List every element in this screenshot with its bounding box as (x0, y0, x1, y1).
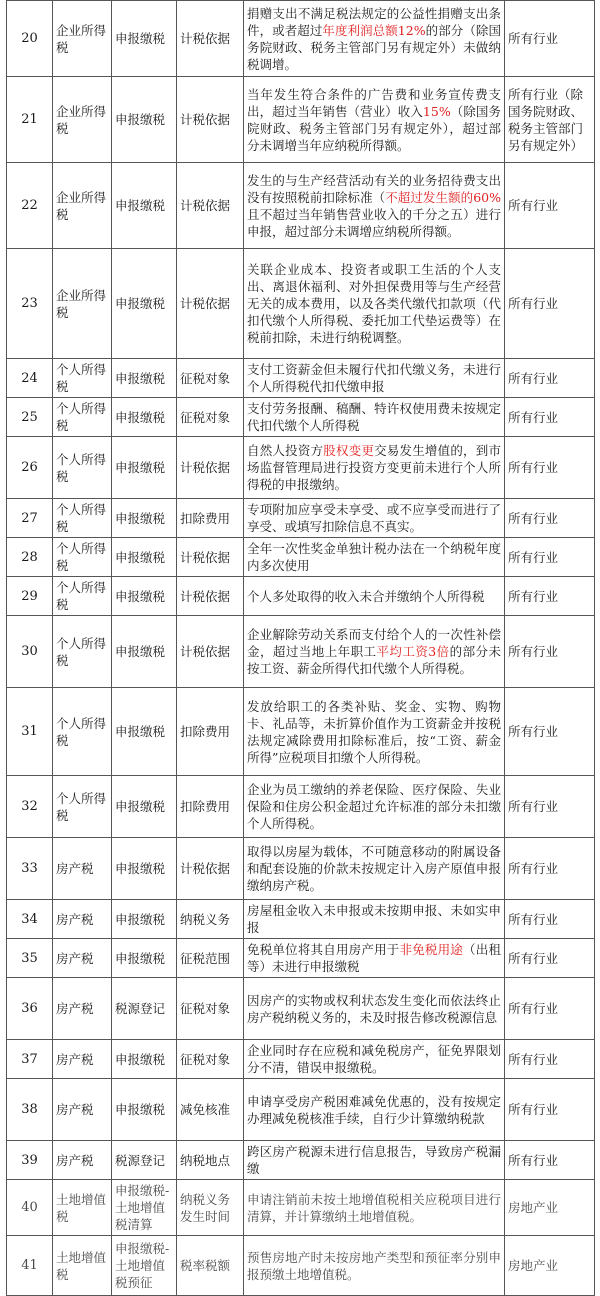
process-link: 申报缴税 (112, 538, 177, 577)
risk-item: 计税依据 (177, 577, 244, 616)
row-number: 36 (7, 978, 53, 1040)
risk-item: 计税依据 (177, 163, 244, 249)
risk-item: 纳税地点 (177, 1141, 244, 1180)
description-text: （出租等）未进行申报缴税 (247, 942, 501, 974)
risk-item: 纳税义务发生时间 (177, 1180, 244, 1236)
row-number: 26 (7, 437, 53, 499)
tax-type: 个人所得税 (53, 398, 112, 437)
tax-type: 企业所得税 (53, 163, 112, 249)
description-text: 捐赠支出不满足税法规定的公益性捐赠支出条件，或者超过 (247, 5, 501, 38)
row-number: 39 (7, 1141, 53, 1180)
applicable-industry: 所有行业 (505, 398, 595, 437)
process-link: 申报缴税 (112, 1, 177, 77)
process-link: 申报缴税 (112, 900, 177, 939)
tax-type: 房产税 (53, 838, 112, 900)
risk-description (244, 1040, 505, 1079)
highlighted-text: 年度利润总额12% (322, 22, 426, 38)
row-number: 40 (7, 1180, 53, 1236)
risk-item: 计税依据 (177, 249, 244, 359)
risk-item: 征税对象 (177, 398, 244, 437)
description-text: 免税单位将其自用房产用于 (247, 942, 400, 957)
description-text: 支付劳务报酬、稿酬、特许权使用费未按规定代扣代缴个人所得税 (247, 401, 501, 433)
tax-type: 个人所得税 (53, 538, 112, 577)
applicable-industry: 所有行业 (505, 577, 595, 616)
table-row (7, 939, 595, 978)
risk-item: 计税依据 (177, 838, 244, 900)
tax-type: 个人所得税 (53, 688, 112, 776)
table-row (7, 249, 595, 359)
risk-item: 税率税额 (177, 1236, 244, 1296)
row-number: 21 (7, 77, 53, 163)
table-row (7, 1, 595, 77)
table-row (7, 1236, 595, 1296)
process-link: 申报缴税 (112, 77, 177, 163)
process-link: 申报缴税 (112, 939, 177, 978)
risk-description (244, 900, 505, 939)
table-row (7, 359, 595, 398)
process-link: 申报缴税-土地增值税清算 (112, 1180, 177, 1236)
risk-description (244, 538, 505, 577)
tax-type: 个人所得税 (53, 577, 112, 616)
table-row (7, 437, 595, 499)
description-text: 全年一次性奖金单独计税办法在一个纳税年度内多次使用 (247, 541, 501, 573)
tax-type: 企业所得税 (53, 249, 112, 359)
applicable-industry: 房地产业 (505, 1236, 595, 1296)
process-link: 申报缴税-土地增值税预征 (112, 1236, 177, 1296)
risk-description (244, 776, 505, 838)
row-number: 28 (7, 538, 53, 577)
tax-type: 房产税 (53, 900, 112, 939)
process-link: 申报缴税 (112, 499, 177, 538)
applicable-industry: 所有行业 (505, 900, 595, 939)
description-text: 房屋租金收入未申报或未按期申报、未如实申报 (247, 903, 501, 935)
applicable-industry: 所有行业 (505, 616, 595, 688)
risk-description (244, 939, 505, 978)
row-number: 38 (7, 1079, 53, 1141)
applicable-industry: 所有行业 (505, 163, 595, 249)
row-number: 24 (7, 359, 53, 398)
tax-type: 个人所得税 (53, 359, 112, 398)
description-text: 个人多处取得的收入未合并缴纳个人所得税 (247, 588, 485, 604)
tax-risk-table (6, 0, 595, 1296)
description-text: 发生的与生产经营活动有关的业务招待费支出没有按照税前扣除标准（ (247, 172, 501, 205)
tax-type: 房产税 (53, 1079, 112, 1141)
risk-description (244, 398, 505, 437)
risk-item: 减免核准 (177, 1079, 244, 1141)
row-number: 41 (7, 1236, 53, 1296)
process-link: 申报缴税 (112, 359, 177, 398)
applicable-industry: 所有行业 (505, 538, 595, 577)
risk-item: 计税依据 (177, 616, 244, 688)
description-text: 支付工资薪金但未履行代扣代缴义务，未进行个人所得税代扣代缴申报 (247, 362, 501, 394)
table-row (7, 398, 595, 437)
risk-item: 纳税义务 (177, 900, 244, 939)
risk-description (244, 978, 505, 1040)
table-row (7, 577, 595, 616)
description-text: 企业为员工缴纳的养老保险、医疗保险、失业保险和住房公积金超过允许标准的部分未扣缴个人所得税。 (247, 782, 501, 831)
table-row (7, 978, 595, 1040)
description-text: 申请注销前未按土地增值税相关应税项目进行清算，并计算缴纳土地增值税。 (247, 1191, 501, 1224)
risk-description (244, 359, 505, 398)
description-text: 取得以房屋为载体，不可随意移动的附属设备和配套设施的价款未按规定计入房产原值申报缴纳房产税。 (247, 844, 501, 893)
description-text: 企业同时存在应税和减免税房产，征免界限划分不清，错误申报缴税。 (247, 1043, 501, 1075)
table-row (7, 616, 595, 688)
applicable-industry: 所有行业 (505, 359, 595, 398)
applicable-industry: 所有行业 (505, 249, 595, 359)
applicable-industry: 所有行业 (505, 1, 595, 77)
process-link: 申报缴税 (112, 688, 177, 776)
tax-type: 房产税 (53, 939, 112, 978)
risk-description (244, 616, 505, 688)
process-link: 申报缴税 (112, 398, 177, 437)
applicable-industry: 所有行业 (505, 978, 595, 1040)
process-link: 申报缴税 (112, 838, 177, 900)
risk-description (244, 437, 505, 499)
highlighted-text: 平均工资3倍 (376, 644, 450, 659)
description-text: 企业解除劳动关系而支付给个人的一次性补偿金，超过当地上年职工 (247, 627, 501, 659)
table-body (7, 1, 595, 1296)
row-number: 27 (7, 499, 53, 538)
risk-description (244, 688, 505, 776)
risk-description (244, 249, 505, 359)
row-number: 31 (7, 688, 53, 776)
tax-type: 土地增值税 (53, 1236, 112, 1296)
applicable-industry: 所有行业 (505, 688, 595, 776)
risk-item: 扣除费用 (177, 688, 244, 776)
description-text: 发放给职工的各类补贴、奖金、实物、购物卡、礼品等，未折算价值作为工资薪金并按税法规定减除费用扣除标准后，按“工资、薪金所得”应税项目扣缴个人所得税。 (247, 698, 501, 765)
tax-type: 个人所得税 (53, 616, 112, 688)
process-link: 申报缴税 (112, 1040, 177, 1079)
process-link: 申报缴税 (112, 577, 177, 616)
table-row (7, 1180, 595, 1236)
process-link: 税源登记 (112, 1141, 177, 1180)
tax-type: 土地增值税 (53, 1180, 112, 1236)
applicable-industry: 所有行业 (505, 776, 595, 838)
description-text: 预售房地产时未按房地产类型和预征率分别申报预缴土地增值税。 (247, 1249, 501, 1282)
applicable-industry: 所有行业 (505, 499, 595, 538)
process-link: 申报缴税 (112, 776, 177, 838)
tax-type: 企业所得税 (53, 77, 112, 163)
row-number: 34 (7, 900, 53, 939)
risk-description (244, 577, 505, 616)
risk-item: 计税依据 (177, 1, 244, 77)
description-text: 交易发生增值的，到市场监督管理局进行投资方变更前未进行个人所得税的申报缴纳。 (247, 443, 501, 492)
risk-item: 计税依据 (177, 538, 244, 577)
risk-item: 计税依据 (177, 437, 244, 499)
table-row (7, 77, 595, 163)
description-text: 跨区房产税源未进行信息报告，导致房产税漏缴 (247, 1144, 501, 1176)
process-link: 申报缴税 (112, 437, 177, 499)
description-text: 关联企业成本、投资者或职工生活的个人支出、离退休福利、对外担保费用等与生产经营无关的成本费用，以及各类代缴代扣款项（代扣代缴个人所得税、委托加工代垫运费等）在税前扣除，未进行纳税调整。 (247, 262, 501, 345)
process-link: 申报缴税 (112, 163, 177, 249)
risk-item: 征税范围 (177, 939, 244, 978)
row-number: 29 (7, 577, 53, 616)
description-text: 自然人投资方 (247, 443, 324, 458)
risk-table-page (6, 0, 594, 1296)
table-row (7, 900, 595, 939)
description-text: 申请享受房产税困难减免优惠的，没有按规定办理减免税核准手续，自行少计算缴纳税款 (247, 1093, 501, 1126)
highlighted-text: 不超过发生额的60% (385, 189, 501, 205)
process-link: 申报缴税 (112, 249, 177, 359)
description-text: 且不超过当年销售营业收入的千分之五）进行申报，超过部分未调增应纳税所得额。 (247, 206, 501, 239)
table-row (7, 1079, 595, 1141)
row-number: 25 (7, 398, 53, 437)
description-text: （除国务院财政、税务主管部门另有规定外），超过部分未调增当年应纳税所得额。 (247, 103, 501, 153)
risk-item: 扣除费用 (177, 776, 244, 838)
row-number: 20 (7, 1, 53, 77)
description-text: 因房产的实物或权利状态发生变化而依法终止房产税纳税义务的，未及时报告修改税源信息 (247, 992, 501, 1025)
risk-description (244, 499, 505, 538)
risk-item: 征税对象 (177, 978, 244, 1040)
table-row (7, 538, 595, 577)
risk-item: 扣除费用 (177, 499, 244, 538)
table-row (7, 163, 595, 249)
tax-type: 房产税 (53, 978, 112, 1040)
applicable-industry: 所有行业 (505, 437, 595, 499)
table-row (7, 499, 595, 538)
risk-description (244, 838, 505, 900)
process-link: 申报缴税 (112, 1079, 177, 1141)
row-number: 35 (7, 939, 53, 978)
process-link: 申报缴税 (112, 616, 177, 688)
process-link: 税源登记 (112, 978, 177, 1040)
tax-type: 房产税 (53, 1141, 112, 1180)
tax-type: 企业所得税 (53, 1, 112, 77)
tax-type: 房产税 (53, 1040, 112, 1079)
tax-type: 个人所得税 (53, 776, 112, 838)
description-text: 当年发生符合条件的广告费和业务宣传费支出，超过当年销售（营业）收入 (247, 86, 501, 119)
row-number: 32 (7, 776, 53, 838)
description-text: 专项附加应享受未享受、或不应享受而进行了享受、或填写扣除信息不真实。 (247, 502, 501, 534)
applicable-industry: 房地产业 (505, 1180, 595, 1236)
table-row (7, 776, 595, 838)
applicable-industry: 所有行业 (505, 1141, 595, 1180)
table-row (7, 1141, 595, 1180)
risk-item: 计税依据 (177, 77, 244, 163)
risk-item: 征税对象 (177, 359, 244, 398)
risk-description (244, 1141, 505, 1180)
table-row (7, 688, 595, 776)
applicable-industry: 所有行业 (505, 1040, 595, 1079)
risk-description (244, 1236, 505, 1296)
tax-type: 个人所得税 (53, 499, 112, 538)
table-row (7, 1040, 595, 1079)
applicable-industry: 所有行业 (505, 939, 595, 978)
risk-description (244, 1079, 505, 1141)
risk-item: 征税对象 (177, 1040, 244, 1079)
row-number: 33 (7, 838, 53, 900)
description-text: 的部分未按工资、薪金所得代扣代缴个人所得税。 (247, 644, 501, 676)
applicable-industry: 所有行业（除国务院财政、税务主管部门另有规定外） (505, 77, 595, 163)
tax-type: 个人所得税 (53, 437, 112, 499)
applicable-industry: 所有行业 (505, 1079, 595, 1141)
highlighted-text: 非免税用途 (399, 942, 464, 957)
highlighted-text: 15% (422, 103, 451, 119)
row-number: 37 (7, 1040, 53, 1079)
risk-description (244, 77, 505, 163)
description-text: 的部分（除国务院财政、税务主管部门另有规定外）未做纳税调增。 (247, 22, 501, 72)
applicable-industry: 所有行业 (505, 838, 595, 900)
row-number: 23 (7, 249, 53, 359)
row-number: 30 (7, 616, 53, 688)
risk-description (244, 1180, 505, 1236)
risk-description (244, 1, 505, 77)
row-number: 22 (7, 163, 53, 249)
risk-description (244, 163, 505, 249)
table-row (7, 838, 595, 900)
highlighted-text: 股权变更 (323, 443, 375, 458)
